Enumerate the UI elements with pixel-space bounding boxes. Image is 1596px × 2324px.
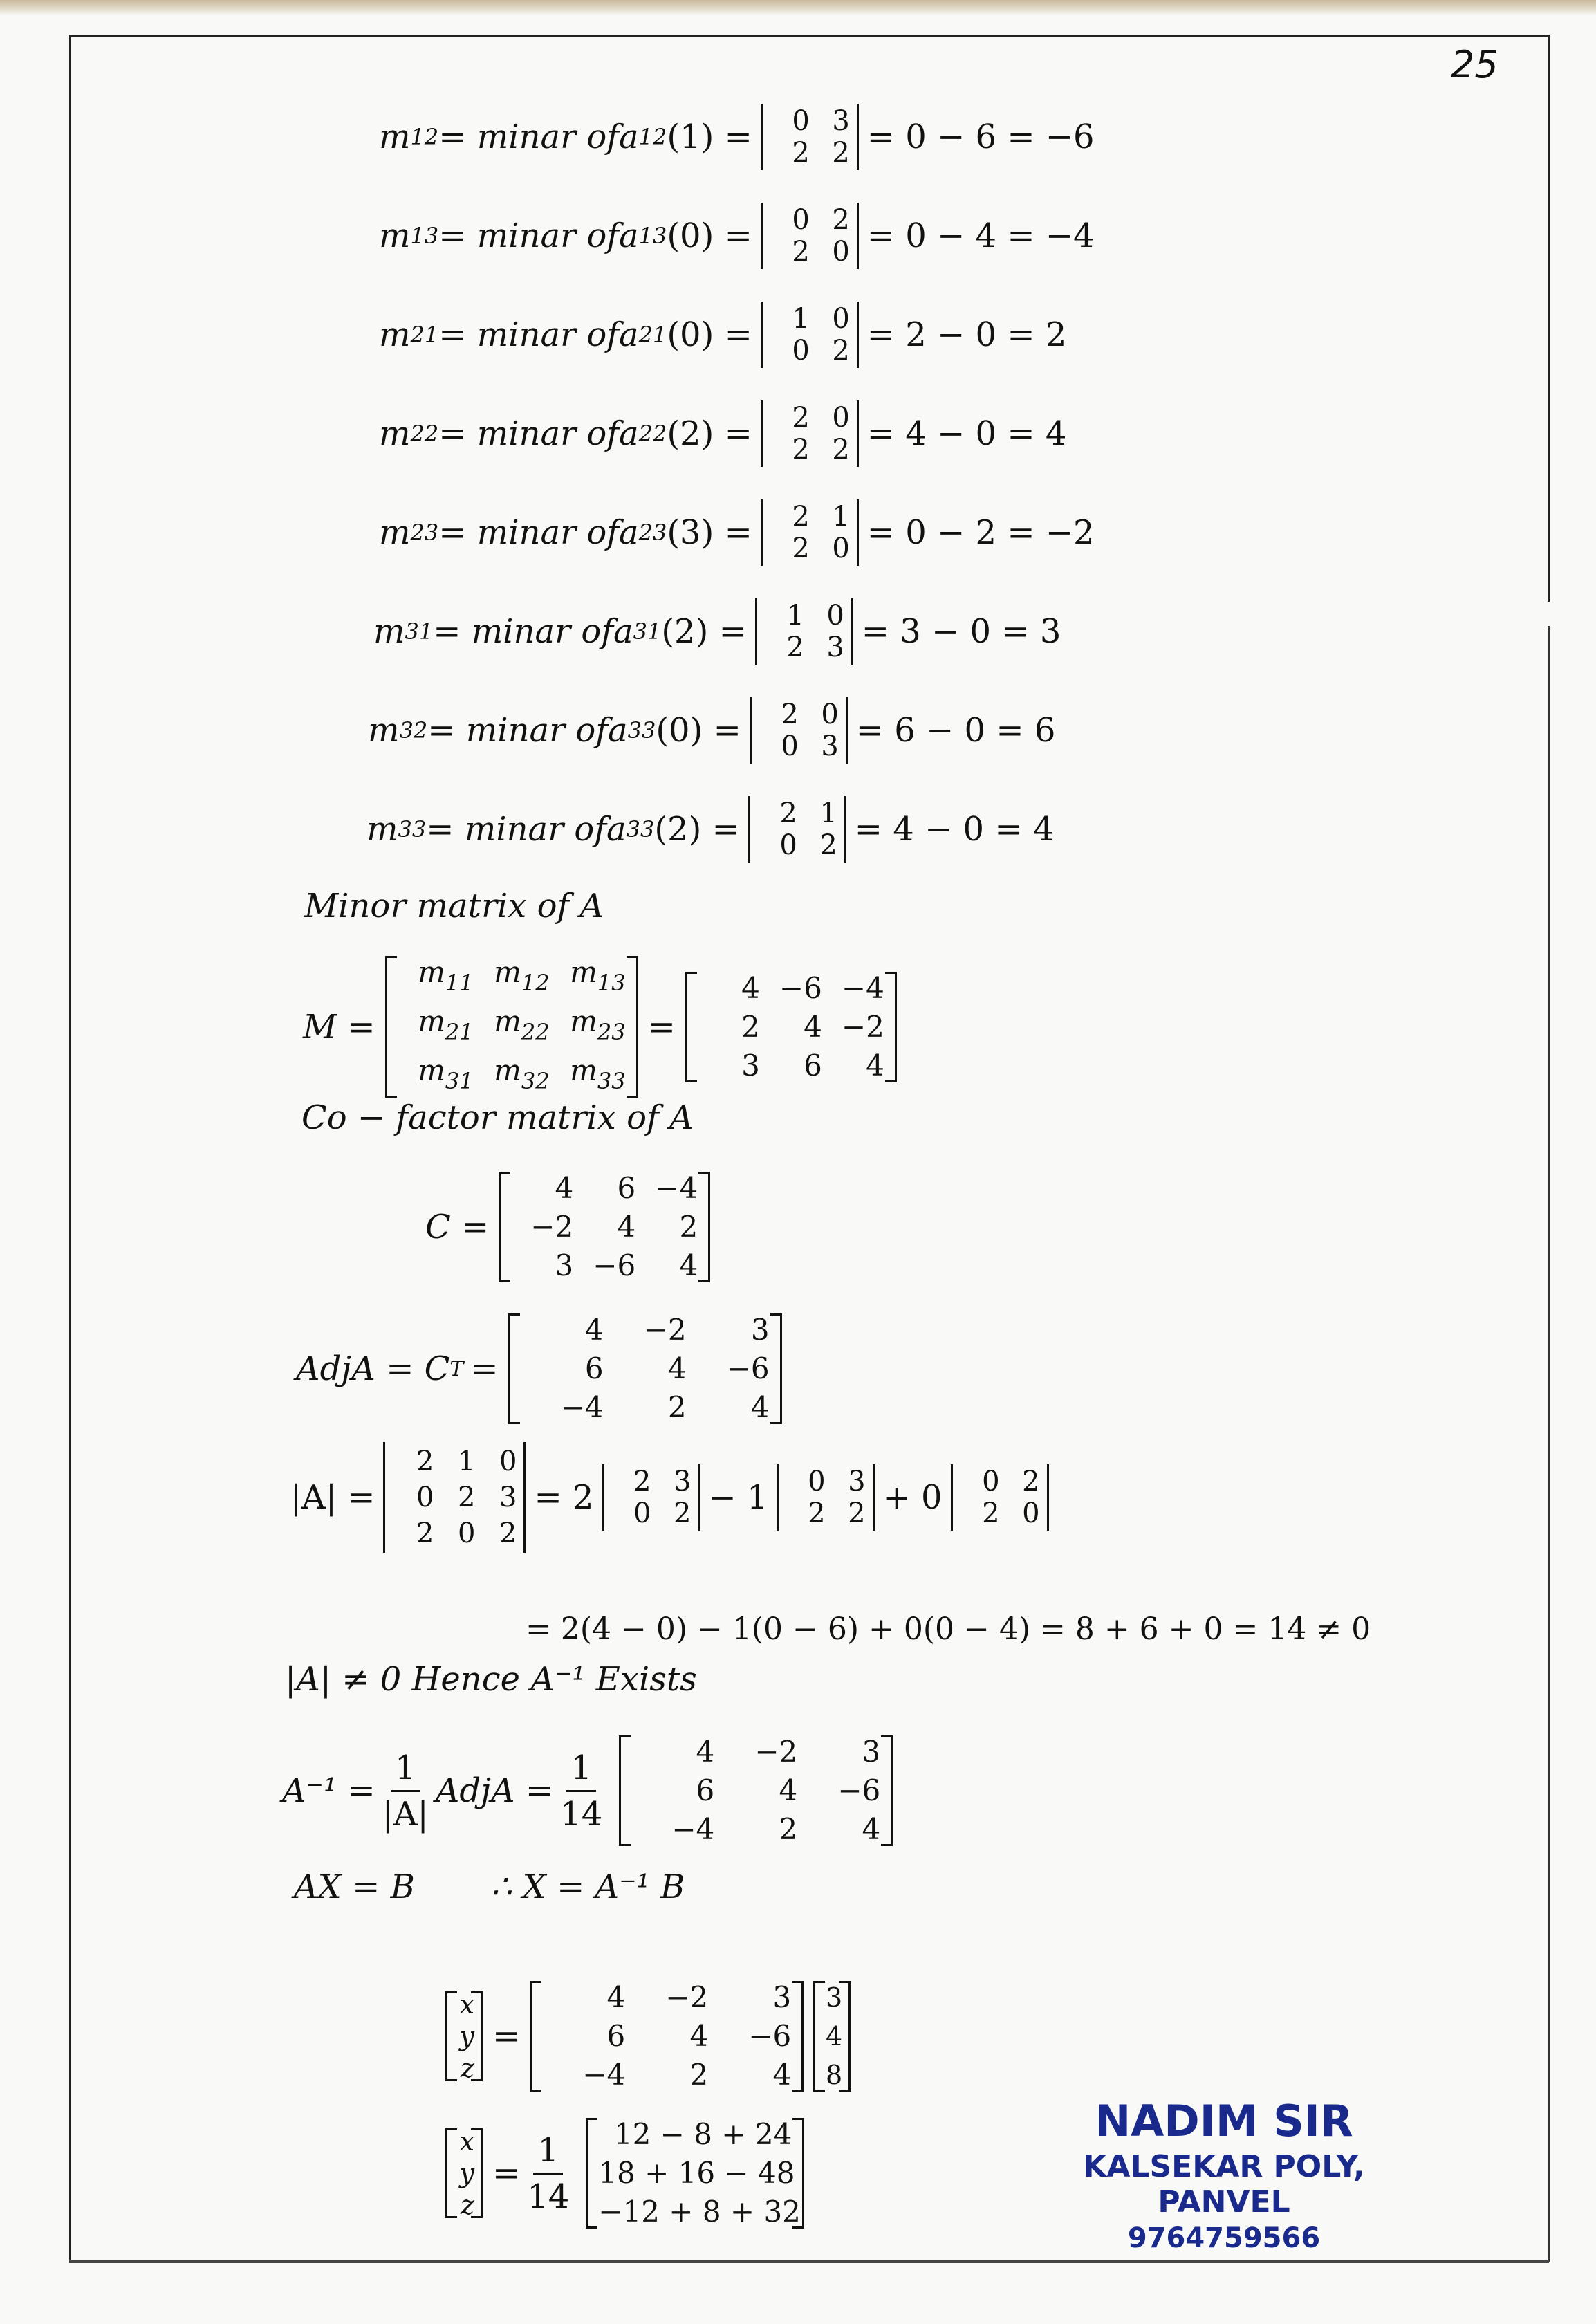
element-value: (2) = (654, 810, 740, 849)
minor-determinant (761, 104, 859, 170)
det-cell: 2 (499, 1518, 517, 1549)
matrix-cell: 4 (696, 1735, 715, 1769)
det-cell: 0 (792, 105, 810, 137)
det-cell: 0 (821, 699, 839, 730)
det-cell: 2 (1022, 1466, 1040, 1497)
page-border (69, 2260, 1549, 2263)
det-cell: 2 (792, 137, 810, 169)
minor-determinant (761, 400, 859, 467)
variable-cell: z (460, 2190, 474, 2220)
solve-equation: x y z = 4 −2 3 6 4 −6 −4 2 4 3 4 8 (436, 1978, 860, 2094)
page-number: 25 (1451, 43, 1498, 86)
matrix-cell: −2 (841, 1009, 884, 1044)
det-cell: 3 (826, 631, 844, 663)
element-symbol: a (618, 513, 639, 552)
therefore-equation: ∴ X = A⁻¹ B (490, 1868, 685, 1906)
cofactor-matrix (499, 1169, 710, 1285)
minor-subscript: 32 (399, 717, 428, 744)
variable-cell: x (459, 1989, 474, 2020)
matrix-cell: 6 (606, 2019, 626, 2053)
element-subscript: 31 (633, 618, 662, 645)
det-cell: 0 (781, 730, 799, 762)
minor-determinant (755, 598, 853, 665)
det-cell: 2 (792, 533, 810, 564)
det-cell: 1 (786, 600, 804, 631)
matrix-cell: 2 (667, 1390, 687, 1424)
fraction-one-over-14: $\frac{1}{14}$ (527, 2130, 570, 2216)
variable-cell: x (459, 2126, 474, 2157)
matrix-cell: −2 (754, 1735, 798, 1769)
det-cell: 0 (832, 303, 850, 335)
symbolic-sub: 22 (521, 1019, 550, 1045)
minor-determinant (750, 697, 848, 764)
transpose-sup: T (449, 1356, 464, 1381)
symbolic-m: m (418, 1004, 445, 1038)
det-cell: 3 (674, 1466, 692, 1497)
det-cell: 2 (792, 434, 810, 465)
stamp-phone: 9764759566 (1127, 2222, 1321, 2254)
symbolic-cell (398, 1051, 474, 1100)
cofactor-equation (425, 1169, 720, 1285)
page-top-edge (0, 0, 1596, 15)
element-subscript: 33 (627, 717, 656, 744)
matrix-cell: −6 (837, 1773, 881, 1807)
det-cell: 2 (786, 631, 804, 663)
element-subscript: 21 (638, 322, 667, 348)
det-cell: 1 (832, 501, 850, 533)
symbolic-m: m (494, 1004, 521, 1038)
minor-result: = 0 − 4 = −4 (866, 216, 1095, 255)
vector-cell: −12 + 8 + 32 (598, 2195, 801, 2229)
minor-text: = minar of (427, 711, 608, 750)
minor-symbol: m (379, 118, 411, 156)
det-cell: 2 (819, 829, 837, 861)
minor-symbolic-matrix (385, 953, 638, 1100)
minor-text: = minar of (438, 118, 619, 156)
vector-cell: 12 − 8 + 24 (613, 2117, 792, 2151)
symbolic-m: m (418, 1053, 445, 1087)
adjoint-label: AdjA = C (296, 1349, 450, 1388)
matrix-cell: −2 (643, 1313, 687, 1347)
minor-text: = minar of (426, 810, 606, 849)
matrix-cell: −2 (530, 1210, 574, 1244)
symbolic-sub: 23 (597, 1019, 626, 1045)
minor-matrix-equation: M = $m_{11}$ $m_{12}$ $m_{13}$ $m_{21}$ $m_{22}$ $m_{23}$ $m_{31}$ $m_{32}$ $m_{33}$ = 4 −6 −4 2 4 −2 3 6 4 (303, 953, 907, 1100)
det-cell: 2 (982, 1497, 1000, 1529)
matrix-cell: 6 (804, 1048, 822, 1082)
det-cell: 1 (819, 797, 837, 829)
det-cell: 2 (808, 1497, 826, 1529)
matrix-cell: −4 (582, 2058, 626, 2092)
final-vector (586, 2115, 804, 2231)
det-cell: 3 (499, 1482, 517, 1513)
variable-cell: y (459, 2158, 474, 2188)
det-cell: 2 (416, 1518, 434, 1549)
det-cell: 2 (832, 204, 850, 236)
minor-subscript: 23 (410, 519, 439, 546)
vector-cell: 18 + 16 − 48 (598, 2156, 795, 2190)
element-subscript: 13 (638, 223, 667, 249)
det-cell: 0 (416, 1482, 434, 1513)
minor-determinant (761, 302, 859, 368)
element-subscript: 33 (626, 816, 655, 842)
adjoint-matrix-repeat (530, 1978, 804, 2094)
minor-row (379, 400, 1066, 467)
minor-text: = minar of (438, 414, 619, 453)
minor-determinant (748, 796, 846, 863)
symbolic-sub: 12 (521, 970, 550, 996)
element-value: (3) = (667, 513, 752, 552)
matrix-cell: 4 (689, 2019, 709, 2053)
minor-text: = minar of (438, 315, 619, 354)
symbolic-sub: 11 (445, 970, 474, 996)
matrix-cell: 2 (779, 1812, 798, 1846)
element-symbol: a (618, 118, 639, 156)
symbolic-m: m (494, 1053, 521, 1087)
minor-subscript: 31 (405, 618, 434, 645)
symbolic-cell (398, 953, 474, 1002)
symbolic-sub: 33 (597, 1068, 626, 1094)
xyz-vector (445, 1989, 483, 2084)
symbolic-cell (550, 953, 626, 1002)
determinant-matrix (383, 1442, 526, 1553)
det-cell: 2 (792, 236, 810, 268)
minor-subscript: 13 (410, 223, 439, 249)
matrix-cell: 4 (741, 970, 760, 1005)
minor-subscript: 33 (398, 816, 427, 842)
minor-matrix-label: M = (303, 1007, 375, 1046)
matrix-cell: −6 (748, 2019, 792, 2053)
inverse-lhs: A⁻¹ = (282, 1771, 375, 1810)
minor-symbol: m (379, 315, 411, 354)
element-value: (2) = (667, 414, 752, 453)
inverse-equation (282, 1733, 902, 1849)
det-cell: 3 (848, 1466, 866, 1497)
det-cell: 2 (832, 434, 850, 465)
element-value: (0) = (656, 711, 741, 750)
matrix-cell: −4 (841, 970, 884, 1005)
stamp-name: NADIM SIR (1095, 2096, 1353, 2146)
det-cell: 1 (792, 303, 810, 335)
minor-symbol: m (379, 414, 411, 453)
element-symbol: a (607, 711, 628, 750)
det-cell: 0 (826, 600, 844, 631)
symbolic-cell (398, 1002, 474, 1051)
symbolic-cell (550, 1002, 626, 1051)
matrix-cell: 4 (667, 1352, 687, 1385)
xyz-vector (445, 2125, 483, 2221)
final-equation: x y z = $\frac{1}{14}$ 12 − 8 + 24 18 + 16 − 48 −12 + 8 + 32 (436, 2115, 814, 2231)
adjoint-equation: AdjA = C T = 4 −2 3 6 4 −6 −4 2 4 (296, 1311, 792, 1427)
minor-result: = 3 − 0 = 3 (861, 612, 1061, 651)
det-cell: 2 (792, 402, 810, 434)
determinant-result: = 2(4 − 0) − 1(0 − 6) + 0(0 − 4) = 8 + 6 + 0 = 14 ≠ 0 (526, 1612, 1371, 1647)
symbolic-cell (474, 1002, 550, 1051)
adjoint-matrix (508, 1311, 782, 1427)
matrix-cell: 6 (617, 1171, 636, 1205)
det-cell: 0 (832, 533, 850, 564)
symbolic-sub: 21 (445, 1019, 474, 1045)
minor-result: = 0 − 2 = −2 (866, 513, 1095, 552)
element-symbol: a (618, 414, 639, 453)
minor-symbol: m (366, 810, 398, 849)
minor-result: = 4 − 0 = 4 (866, 414, 1067, 453)
variable-cell: y (459, 2021, 474, 2051)
det-cell: 0 (808, 1466, 826, 1497)
page-border (69, 35, 71, 2262)
det-cell: 2 (781, 699, 799, 730)
minor-result: = 0 − 6 = −6 (866, 118, 1095, 156)
symbolic-m: m (494, 955, 521, 989)
expansion-coefficient: − 1 (708, 1478, 768, 1517)
minor-row (373, 598, 1061, 665)
minor-text: = minar of (438, 216, 619, 255)
matrix-cell: −6 (593, 1248, 636, 1282)
det-cell: 2 (779, 797, 797, 829)
matrix-cell: 4 (779, 1773, 798, 1807)
minor-result: = 4 − 0 = 4 (854, 810, 1055, 849)
minor-subscript: 22 (410, 421, 439, 447)
author-stamp (1030, 2096, 1418, 2254)
determinant-label: |A| = (290, 1478, 375, 1517)
det-cell: 2 (832, 335, 850, 367)
det-cell: 2 (792, 501, 810, 533)
matrix-cell: 4 (555, 1171, 574, 1205)
minor-subscript: 12 (410, 124, 439, 150)
vector-cell: 3 (826, 1982, 843, 2013)
matrix-cell: 6 (584, 1352, 604, 1385)
element-value: (0) = (667, 216, 752, 255)
matrix-cell: 3 (741, 1048, 760, 1082)
element-symbol: a (613, 612, 633, 651)
element-value: (1) = (667, 118, 752, 156)
symbolic-m: m (418, 955, 445, 989)
element-subscript: 22 (638, 421, 667, 447)
minor-determinant (761, 499, 859, 566)
matrix-cell: 2 (689, 2058, 709, 2092)
matrix-cell: 4 (584, 1313, 604, 1347)
det-cell: 3 (821, 730, 839, 762)
symbolic-m: m (570, 955, 597, 989)
element-subscript: 12 (638, 124, 667, 150)
det-cell: 0 (792, 335, 810, 367)
minor-symbol: m (379, 216, 411, 255)
det-cell: 0 (633, 1497, 651, 1529)
page-border (1548, 626, 1550, 2262)
matrix-cell: 4 (750, 1390, 770, 1424)
determinant-expansion (534, 1464, 1057, 1531)
matrix-cell: 3 (862, 1735, 881, 1769)
cofactor-label: C = (425, 1208, 490, 1246)
vector-cell: 8 (826, 2060, 843, 2090)
matrix-cell: 4 (679, 1248, 698, 1282)
minor-row (366, 796, 1054, 863)
matrix-cell: 3 (772, 1980, 792, 2014)
minor-row (379, 499, 1095, 566)
symbolic-sub: 13 (597, 970, 626, 996)
matrix-cell: −4 (560, 1390, 604, 1424)
symbolic-cell (474, 1051, 550, 1100)
variable-cell: z (460, 2053, 474, 2083)
minor-determinant (761, 203, 859, 269)
expansion-coefficient: + 0 (882, 1478, 943, 1517)
det-cell: 1 (458, 1446, 476, 1477)
matrix-cell: −6 (779, 970, 822, 1005)
page-border (69, 35, 1549, 37)
matrix-cell: −6 (726, 1352, 770, 1385)
element-symbol: a (618, 315, 639, 354)
minor-row (379, 302, 1066, 368)
element-symbol: a (606, 810, 627, 849)
element-symbol: a (618, 216, 639, 255)
det-cell: 3 (832, 105, 850, 137)
matrix-cell: 4 (606, 1980, 626, 2014)
symbolic-cell (474, 953, 550, 1002)
symbolic-sub: 32 (521, 1068, 550, 1094)
stamp-institution: KALSEKAR POLY, PANVEL (1083, 2149, 1365, 2220)
det-cell: 0 (832, 402, 850, 434)
page-border (1548, 35, 1550, 602)
minor-result: = 2 − 0 = 2 (866, 315, 1067, 354)
element-value: (2) = (661, 612, 747, 651)
minor-text: = minar of (438, 513, 619, 552)
symbolic-cell (550, 1051, 626, 1100)
minor-heading: Minor matrix of A (304, 887, 604, 925)
det-cell: 2 (633, 1466, 651, 1497)
det-cell: 0 (779, 829, 797, 861)
inverse-mid: AdjA = (435, 1771, 554, 1810)
symbolic-m: m (570, 1053, 597, 1087)
minor-text: = minar of (433, 612, 613, 651)
det-cell: 0 (832, 236, 850, 268)
matrix-cell: 4 (866, 1048, 884, 1082)
determinant-equation (290, 1442, 1057, 1553)
det-cell: 0 (499, 1446, 517, 1477)
minor-row (368, 697, 1055, 764)
expansion-minor (951, 1464, 1049, 1531)
matrix-cell: 4 (862, 1812, 881, 1846)
matrix-cell: 3 (555, 1248, 574, 1282)
axb-line (294, 1868, 685, 1906)
minor-symbol: m (368, 711, 400, 750)
det-cell: 2 (416, 1446, 434, 1477)
det-cell: 0 (458, 1518, 476, 1549)
expansion-coefficient: = 2 (534, 1478, 594, 1517)
element-value: (0) = (667, 315, 752, 354)
cofactor-heading: Co − factor matrix of A (301, 1098, 694, 1137)
det-cell: 2 (458, 1482, 476, 1513)
matrix-cell: 2 (741, 1009, 760, 1044)
matrix-cell: 4 (617, 1210, 636, 1244)
minor-row (379, 203, 1095, 269)
det-cell: 2 (674, 1497, 692, 1529)
b-vector (813, 1978, 851, 2094)
minor-value-matrix (685, 969, 897, 1085)
fraction-one-over-det: $\frac{1}{|A|}$ (382, 1748, 429, 1834)
axb-equation: AX = B (294, 1868, 415, 1906)
minor-row (379, 104, 1095, 170)
det-cell: 2 (848, 1497, 866, 1529)
symbolic-sub: 31 (445, 1068, 474, 1094)
det-cell: 0 (1022, 1497, 1040, 1529)
minor-symbol: m (373, 612, 405, 651)
matrix-cell: 4 (772, 2058, 792, 2092)
expansion-minor (602, 1464, 700, 1531)
minor-symbol: m (379, 513, 411, 552)
matrix-cell: 3 (750, 1313, 770, 1347)
matrix-cell: 4 (804, 1009, 822, 1044)
symbolic-m: m (570, 1004, 597, 1038)
det-cell: 0 (792, 204, 810, 236)
minor-result: = 6 − 0 = 6 (855, 711, 1056, 750)
expansion-minor (777, 1464, 875, 1531)
inverse-matrix (619, 1733, 893, 1849)
det-cell: 0 (982, 1466, 1000, 1497)
matrix-cell: 2 (679, 1210, 698, 1244)
matrix-cell: −2 (665, 1980, 709, 2014)
det-cell: 2 (832, 137, 850, 169)
matrix-cell: −4 (655, 1171, 698, 1205)
element-subscript: 23 (638, 519, 667, 546)
inverse-exists-line: |A| ≠ 0 Hence A⁻¹ Exists (285, 1660, 697, 1699)
minor-subscript: 21 (410, 322, 439, 348)
fraction-one-over-14: $\frac{1}{14}$ (560, 1748, 603, 1834)
matrix-cell: 6 (696, 1773, 715, 1807)
matrix-cell: −4 (671, 1812, 715, 1846)
vector-cell: 4 (826, 2021, 843, 2051)
